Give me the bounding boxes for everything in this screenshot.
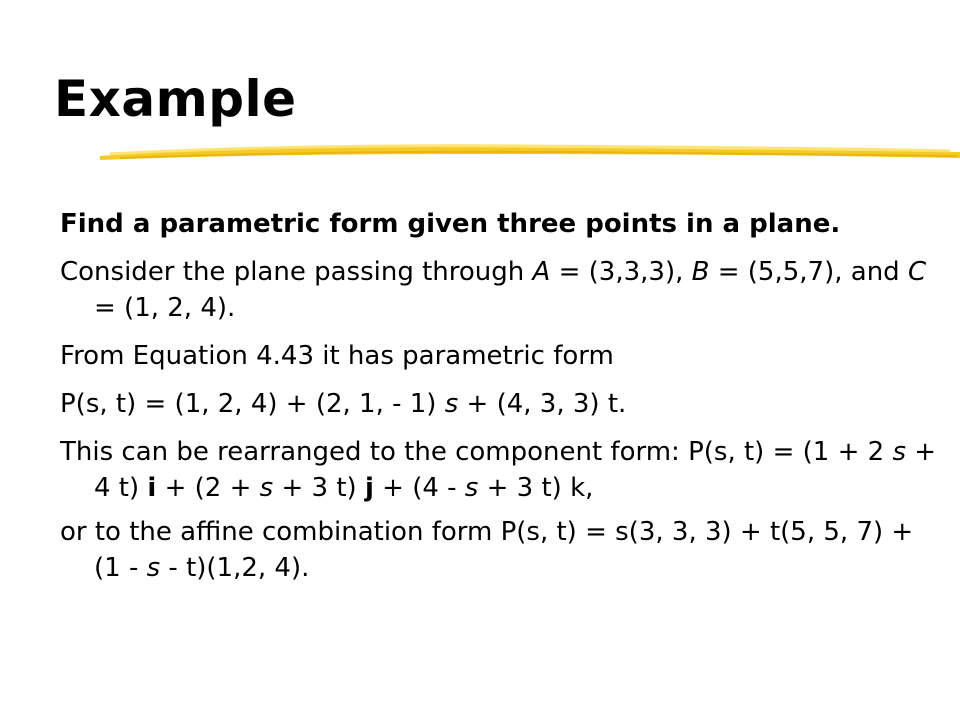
text-run: = (3,3,3),	[550, 257, 692, 287]
point-a-label: A	[532, 257, 551, 287]
slide-body	[60, 206, 940, 598]
text-run: or to the affine combination form P(s, t) = s(3, 3, 3) + t(5, 5, 7) + (1 -	[60, 517, 914, 583]
text-run: = (1, 2, 4).	[94, 293, 236, 323]
paragraph-parametric-form	[60, 386, 940, 422]
title-underline-stroke	[100, 138, 960, 166]
variable-s: s	[259, 473, 274, 503]
text-run: + 3 t) k,	[478, 473, 594, 503]
paragraph-equation-ref: From Equation 4.43 it has parametric form	[60, 341, 614, 371]
paragraph-task: Find a parametric form given three points in a plane.	[60, 209, 841, 239]
variable-s: s	[444, 389, 459, 419]
paragraph-points	[60, 254, 940, 326]
paragraph-affine-form	[60, 514, 940, 586]
text-run: + (4, 3, 3) t.	[458, 389, 627, 419]
text-run: This can be rearranged to the component form: P(s, t) = (1 + 2	[60, 437, 893, 467]
paragraph-component-form	[60, 434, 940, 506]
slide-title: Example	[54, 70, 297, 128]
text-run: P(s, t) = (1, 2, 4) + (2, 1, - 1)	[60, 389, 445, 419]
text-run: + (2 +	[156, 473, 260, 503]
variable-s: s	[892, 437, 906, 467]
text-run: + (4 -	[373, 473, 465, 503]
unit-vector-j: j	[364, 473, 374, 503]
text-run: = (5,5,7), and	[709, 257, 908, 287]
variable-s: s	[146, 553, 161, 583]
text-run: Consider the plane passing through	[60, 257, 533, 287]
point-c-label: C	[907, 257, 927, 287]
text-run: + 3 t)	[273, 473, 365, 503]
variable-s: s	[464, 473, 479, 503]
text-run: + 4 t)	[94, 437, 937, 503]
point-b-label: B	[691, 257, 710, 287]
unit-vector-i: i	[147, 473, 157, 503]
text-run: - t)(1,2, 4).	[160, 553, 310, 583]
